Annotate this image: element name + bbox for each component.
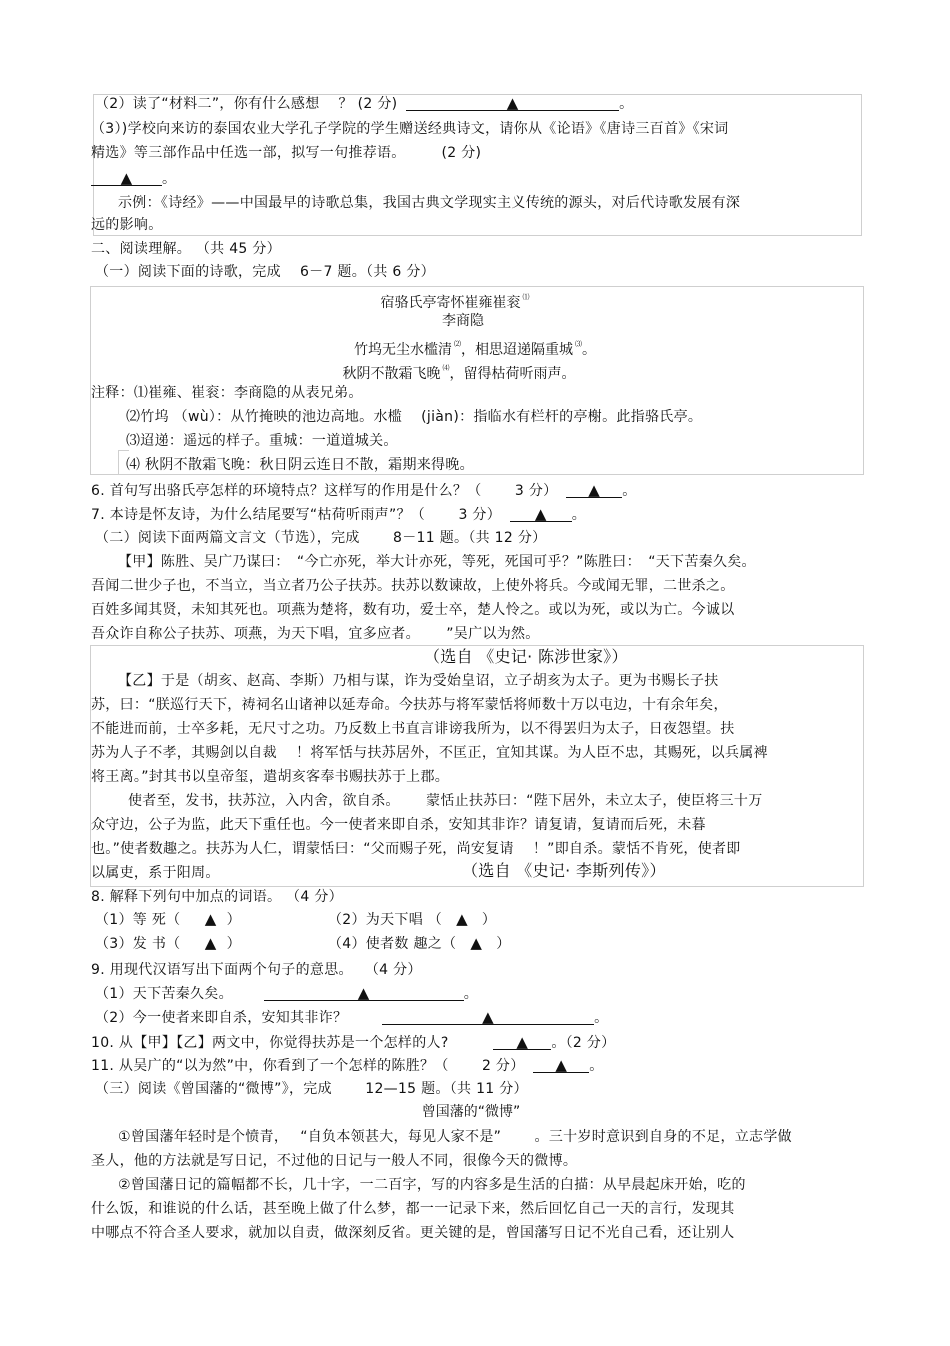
poem-author: 李商隐 bbox=[442, 313, 484, 329]
question-7: 7. 本诗是怀友诗，为什么结尾要写“枯荷听雨声”？（ 3 分） ▲ 。 bbox=[91, 505, 587, 523]
subsection-1-heading: （一）阅读下面的诗歌，完成 6－7 题。（共 6 分） bbox=[95, 264, 435, 280]
article-para2-line1: ②曾国藩日记的篇幅都不长，几十字，一二百字，写的内容多是生活的白描：从早晨起床开始，吃的 bbox=[118, 1177, 746, 1193]
passage-jia-line1: 【甲】陈胜、吴广乃谋曰： “今亡亦死，举大计亦死，等死，死国可乎？”陈胜曰： “天下苦秦久矣。 bbox=[118, 554, 756, 570]
answer-marker-q8-4[interactable]: ▲ bbox=[470, 934, 483, 952]
example-line2: 远的影响。 bbox=[91, 217, 163, 233]
top-frame bbox=[93, 94, 862, 236]
answer-blank-q2[interactable]: ▲ bbox=[406, 94, 619, 111]
answer-marker-q8-1[interactable]: ▲ bbox=[204, 910, 217, 928]
poem-title: 宿骆氏亭寄怀崔雍崔衮 ⑴ bbox=[380, 293, 530, 311]
passage-yi-line8: 也。”使者数趣之。扶苏为人仁，谓蒙恬曰：“父而赐子死，尚安复请 ！”即自杀。蒙恬不肯死，使者即 bbox=[91, 841, 741, 857]
answer-blank-q9-2[interactable]: ▲ bbox=[382, 1008, 594, 1025]
question-8-item-4: （4）使者数 趣之（ ▲ ） bbox=[328, 934, 511, 952]
question-6: 6. 首句写出骆氏亭怎样的环境特点？这样写的作用是什么？（ 3 分） ▲ 。 bbox=[91, 481, 637, 499]
answer-blank-q10[interactable]: ▲ bbox=[493, 1033, 551, 1050]
section-2-heading: 二、阅读理解。 （共 45 分） bbox=[91, 241, 281, 257]
passage-yi-line9: 以属吏，系于阳周。 bbox=[91, 865, 220, 881]
passage-yi-line6: 使者至，发书，扶苏泣，入内舍，欲自杀。 蒙恬止扶苏曰：“陛下居外，未立太子，使臣将三十万 bbox=[128, 793, 763, 809]
question-3-answer: ▲ 。 bbox=[91, 169, 176, 189]
passage-yi-line4: 苏为人子不孝，其赐剑以自裁 ！将军恬与扶苏居外，不匡正，宜知其谋。为人臣不忠，其赐死，以兵属裨 bbox=[91, 745, 768, 761]
passage-jia-line4: 吾众诈自称公子扶苏、项燕，为天下唱，宜多应者。 ”吴广以为然。 bbox=[91, 626, 540, 642]
article-para2-line3: 中哪点不符合圣人要求，就加以自责，做深刻反省。更关键的是，曾国藩写日记不光自己看，还让别人 bbox=[91, 1225, 735, 1241]
question-9-item-1: （1）天下苦秦久矣。 ▲ 。 bbox=[95, 984, 478, 1002]
answer-marker-q8-2[interactable]: ▲ bbox=[456, 910, 468, 928]
question-11: 11. 从吴广的“以为然”中，你看到了一个怎样的陈胜？（ 2 分） ▲ 。 bbox=[91, 1056, 604, 1074]
passage-jia-line3: 百姓多闻其贤，未知其死也。项燕为楚将，数有功，爱士卒，楚人怜之。或以为死，或以为亡。今诚以 bbox=[91, 602, 735, 618]
article-para1-line1: ①曾国藩年轻时是个愤青， “自负本领甚大，每见人家不是” 。三十岁时意识到自身的不足，立志学做 bbox=[118, 1129, 792, 1145]
note-3: ⑶迢递：遥远的样子。重城：一道道城关。 bbox=[126, 433, 398, 449]
passage-yi-line7: 众守边，公子为监，此天下重任也。今一使者来即自杀，安知其非诈？请复请，复请而后死，未暮 bbox=[91, 817, 706, 833]
answer-blank-q3[interactable]: ▲ bbox=[91, 169, 162, 186]
poem-line-2: 秋阴不散霜飞晚 ⑷，留得枯荷听雨声。 bbox=[342, 364, 576, 382]
passage-jia-line2: 吾闻二世少子也，不当立，当立者乃公子扶苏。扶苏以数谏故，上使外将兵。今或闻无罪，二世杀之。 bbox=[91, 578, 735, 594]
example-line1: 示例：《诗经》——中国最早的诗歌总集，我国古典文学现实主义传统的源头，对后代诗歌发展有深 bbox=[118, 195, 741, 211]
answer-blank-q9-1[interactable]: ▲ bbox=[264, 984, 464, 1001]
question-3-line2: 精选》等三部作品中任选一部，拟写一句推荐语。 (2 分) bbox=[91, 145, 482, 161]
poem-line-1: 竹坞无尘水槛清 ⑵，相思迢递隔重城 ⑶。 bbox=[354, 340, 596, 358]
question-8-item-1: （1）等 死（ ▲ ） bbox=[95, 910, 241, 928]
article-para2-line2: 什么饭，和谁说的什么话，甚至晚上做了什么梦，都一一记录下来，然后回忆自己一天的言行，发现其 bbox=[91, 1201, 735, 1217]
question-9-item-2: （2）今一使者来即自杀，安知其非诈？ ▲ 。 bbox=[95, 1008, 609, 1026]
passage-yi-line1: 【乙】于是（胡亥、赵高、李斯）乃相与谋，诈为受始皇诏，立子胡亥为太子。更为书赐长子扶 bbox=[118, 673, 719, 689]
question-8-item-2: （2）为天下唱 （ ▲ ） bbox=[328, 910, 497, 928]
question-10: 10. 从【甲】【乙】两文中，你觉得扶苏是一个怎样的人? ▲ 。（2 分） bbox=[91, 1033, 616, 1051]
answer-marker-q8-3[interactable]: ▲ bbox=[204, 934, 217, 952]
passage-yi-line2: 苏，曰：“朕巡行天下，祷祠名山诸神以延寿命。今扶苏与将军蒙恬将师数十万以屯边，十有余年矣， bbox=[91, 697, 728, 713]
subsection-3-heading: （三）阅读《曾国藩的“微博”》，完成 12—15 题。（共 11 分） bbox=[95, 1081, 528, 1097]
question-2: （2）读了“材料二”，你有什么感想 ？ (2 分) ▲ 。 bbox=[95, 94, 634, 112]
note-4: ⑷ 秋阴不散霜飞晚：秋日阴云连日不散，霜期来得晚。 bbox=[126, 457, 474, 473]
answer-blank-q6[interactable]: ▲ bbox=[566, 481, 622, 498]
question-3-line1: （3）)学校向来访的泰国农业大学孔子学院的学生赠送经典诗文，请你从《论语》《唐诗三百首》《宋词 bbox=[91, 121, 729, 137]
notes-label: 注释：⑴崔雍、崔衮：李商隐的从表兄弟。 bbox=[91, 385, 363, 401]
passage-jia-source: （选自 《史记· 陈涉世家》） bbox=[424, 647, 628, 666]
subsection-2-heading: （二）阅读下面两篇文言文（节选），完成 8－11 题。（共 12 分） bbox=[95, 530, 547, 546]
note-2: ⑵竹坞 （wù）：从竹掩映的池边高地。水槛 (jiàn)：指临水有栏杆的亭榭。此指骆氏亭。 bbox=[126, 409, 703, 425]
passage-yi-source: （选自 《史记· 李斯列传》） bbox=[462, 861, 666, 880]
question-8: 8. 解释下列句中加点的词语。 （4 分） bbox=[91, 889, 343, 905]
article-title: 曾国藩的“微博” bbox=[421, 1104, 521, 1120]
passage-yi-line3: 不能进而前，士卒多耗，无尺寸之功。乃反数上书直言诽谤我所为，以不得罢归为太子，日夜怨望。扶 bbox=[91, 721, 735, 737]
answer-blank-q7[interactable]: ▲ bbox=[510, 505, 572, 522]
question-8-item-3: （3）发 书（ ▲ ） bbox=[95, 934, 241, 952]
passage-yi-line5: 将王离。”封其书以皇帝玺，遣胡亥客奉书赐扶苏于上郡。 bbox=[91, 769, 450, 785]
question-9: 9. 用现代汉语写出下面两个句子的意思。 （4 分） bbox=[91, 962, 422, 978]
article-para1-line2: 圣人，他的方法就是写日记，不过他的日记与一般人不同，很像今天的微博。 bbox=[91, 1153, 578, 1169]
answer-blank-q11[interactable]: ▲ bbox=[533, 1056, 589, 1073]
